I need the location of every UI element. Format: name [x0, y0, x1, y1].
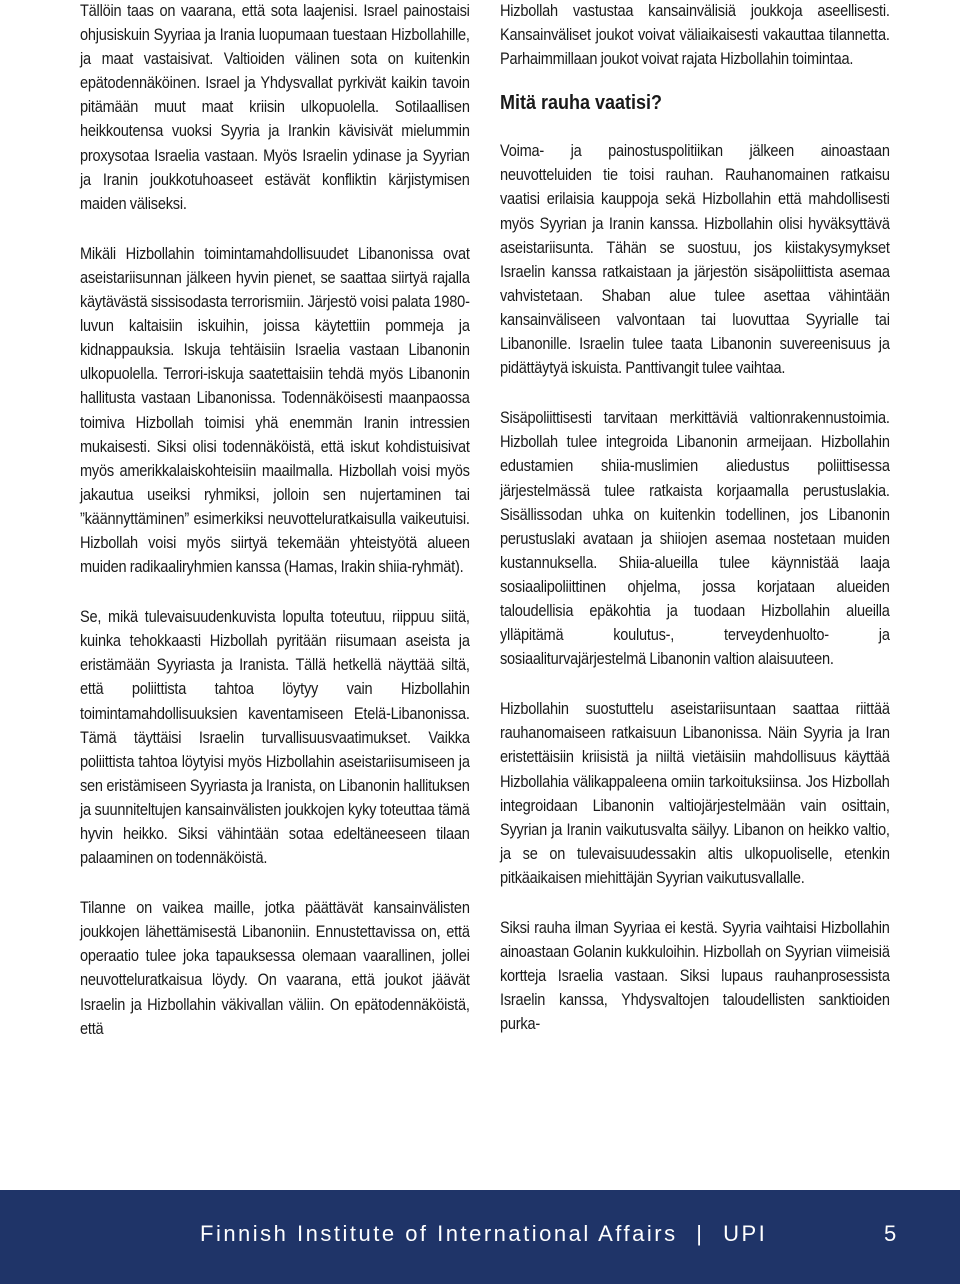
section-heading: Mitä rauha vaatisi? — [500, 92, 663, 115]
paragraph: Sisäpoliittisesti tarvitaan merkittäviä valtionrakennustoimia. Hizbollah tulee integroida Libanonin armeijaan. Hizbollahin edustamien shiia-muslimien aliedustus poliittisessa järjestelmässä tulee ratkaista korjaamalla perustuslakia. Sisällissodan uhka on kuitenkin todellinen, jos Libanonin perustuslaki avataan ja shiiojen asemaa nostetaan muiden kustannuksella. Shiia-alueilla tulee käynnistää laaja sosiaalipoliittinen ohjelma, jossa korjataan alueiden taloudellisia epäkohtia ja tuodaan Hizbollahin alueilla ylläpitämä koulutus-, terveydenhuolto- ja sosiaaliturvajärjestelmä Libanonin valtion alaisuuteen. — [500, 409, 890, 669]
paragraph: Voima- ja painostuspolitiikan jälkeen ainoastaan neuvotteluiden tie toisi rauhan. Rauhanomainen ratkaisu vaatisi erilaisia kauppoja sekä Hizbollahin että mahdollisesti myös Syyrian ja Iranin kanssa. Hizbollahin olisi hyväksyttävä aseistariisunta. Tähän se suostuu, jos kiistakysymykset Israelin kanssa ratkaistaan ja järjestön sisäpoliittista asemaa vahvistetaan. Shaban alue tulee asettaa vähintään kansainväliseen valvontaan tai luovuttaa Syyrialle tai Libanonille. Israelin tulee taata Libanonin suvereenisuus ja pidättäytyä iskuista. Panttivangit tulee vaihtaa. — [500, 142, 890, 378]
left-column — [80, 0, 470, 1067]
paragraph: Mikäli Hizbollahin toimintamahdollisuudet Libanonissa ovat aseistariisunnan jälkeen hyvin pienet, se saattaa siirtyä rajalla käytävästä sissisodasta terrorismiin. Järjestö voisi palata 1980-luvun kaltaisiin iskuihin, joissa käytettiin pommeja ja kidnappauksia. Iskuja tehtäisiin Israelia vastaan Libanonin ulkopuolella. Terrori-iskuja saatettaisiin tehdä myös Libanonin hallitusta vastaan Libanonissa. Todennäköisesti maanpaossa toimiva Hizbollah toimisi yhä enemmän Iranin intressien mukaisesti. Siksi olisi todennäköistä, että iskut kohdistuisivat myös amerikkalaiskohteisiin maailmalla. Hizbollah voisi myös jakautua useiksi ryhmiksi, jolloin sen nujertaminen tai ”käännyttäminen” esimerkiksi neuvotteluratkaisulla vaikeutuisi. Hizbollah voisi myös siirtyä tekemään yhteistyötä alueen muiden radikaaliryhmien kanssa (Hamas, Irakin shiia-ryhmät). — [80, 244, 470, 577]
footer-separator: | — [696, 1221, 705, 1246]
paragraph: Tällöin taas on vaarana, että sota laajenisi. Israel painostaisi ohjusiskuin Syyriaa ja Irania luopumaan tuestaan Hizbollahille, ja maat vastaisivat. Valtioiden välinen sota on kuitenkin epätodennäköinen. Israel ja Yhdysvallat pyrkivät kaikin tavoin pitämään muut maat kriisin ulkopuolella. Sotilaallisen heikkoutensa vuoksi Syyria ja Irankin kävisivät mielummin proxysotaa Israelia vastaan. Myös Israelin ydinase ja Syyrian ja Iranin joukkotuhoaseet estävät konfliktin kärjistymisen maiden väliseksi. — [80, 2, 470, 213]
page-number: 5 — [884, 1221, 897, 1246]
paragraph: Se, mikä tulevaisuudenkuvista lopulta toteutuu, riippuu siitä, kuinka tehokkaasti Hizbollah pyritään riisumaan aseista ja eristämään Syyriasta ja Iranista. Tällä hetkellä näyttää siltä, että poliittista tahtoa löytyy vain Hizbollahin toimintamahdollisuuksien kaventamiseen Etelä-Libanonissa. Tämä täyttäisi Israelin turvallisuusvaatimukset. Vaikka poliittista tahtoa löytyisi myös Hizbollahin aseistariisumiseen ja sen eristämiseen Syyriasta ja Iranista, on Libanonin hallituksen ja suunniteltujen kansainvälisten joukkojen kyky toteuttaa tämä hyvin heikko. Siksi vähintään sotaa edeltäneeseen tilaan palaaminen on todennäköistä. — [80, 608, 470, 868]
footer-institute-name: Finnish Institute of International Affairs — [200, 1221, 678, 1246]
footer-acronym: UPI — [723, 1221, 768, 1246]
right-column — [500, 0, 890, 1062]
paragraph: Tilanne on vaikea maille, jotka päättävät kansainvälisten joukkojen lähettämisestä Libanoniin. Ennustettavissa on, että operaatio tulee joka tapauksessa olemaan vaarallinen, jollei neuvotteluratkaisua löydy. On vaarana, että joukot jäävät Israelin ja Hizbollahin väkivallan väliin. On epätodennäköistä, että — [80, 899, 470, 1038]
paragraph: Siksi rauha ilman Syyriaa ei kestä. Syyria vaihtaisi Hizbollahin ainoastaan Golanin kukkuloihin. Hizbollah on Syyrian viimeisiä kortteja Israelia vastaan. Siksi lupaus rauhanprosessista Israelin kanssa, Yhdysvaltojen taloudellisten sanktioiden purka- — [500, 919, 890, 1034]
paragraph: Hizbollahin suostuttelu aseistariisuntaan saattaa riittää rauhanomaiseen ratkaisuun Libanonissa. Näin Syyria ja Iran eristettäisiin kriisistä ja niiltä vietäisiin mahdollisuus käyttää Hizbollahia välikappaleena omiin tarkoituksiinsa. Jos Hizbollah integroidaan Libanonin valtiojärjestelmään vain osittain, Syyrian ja Iranin vaikutusvalta säilyy. Libanon on heikko valtio, ja se on tulevaisuudessakin altis ulkopuoliselle, etenkin pitkäaikaisen miehittäjän Syyrian vaikutusvallalle. — [500, 700, 890, 887]
footer-publisher — [200, 1221, 767, 1247]
paragraph: Hizbollah vastustaa kansainvälisiä joukkoja aseellisesti. Kansainväliset joukot voivat väliaikaisesti vakauttaa tilannetta. Parhaimmillaan joukot voivat rajata Hizbollahin toimintaa. — [500, 2, 890, 69]
